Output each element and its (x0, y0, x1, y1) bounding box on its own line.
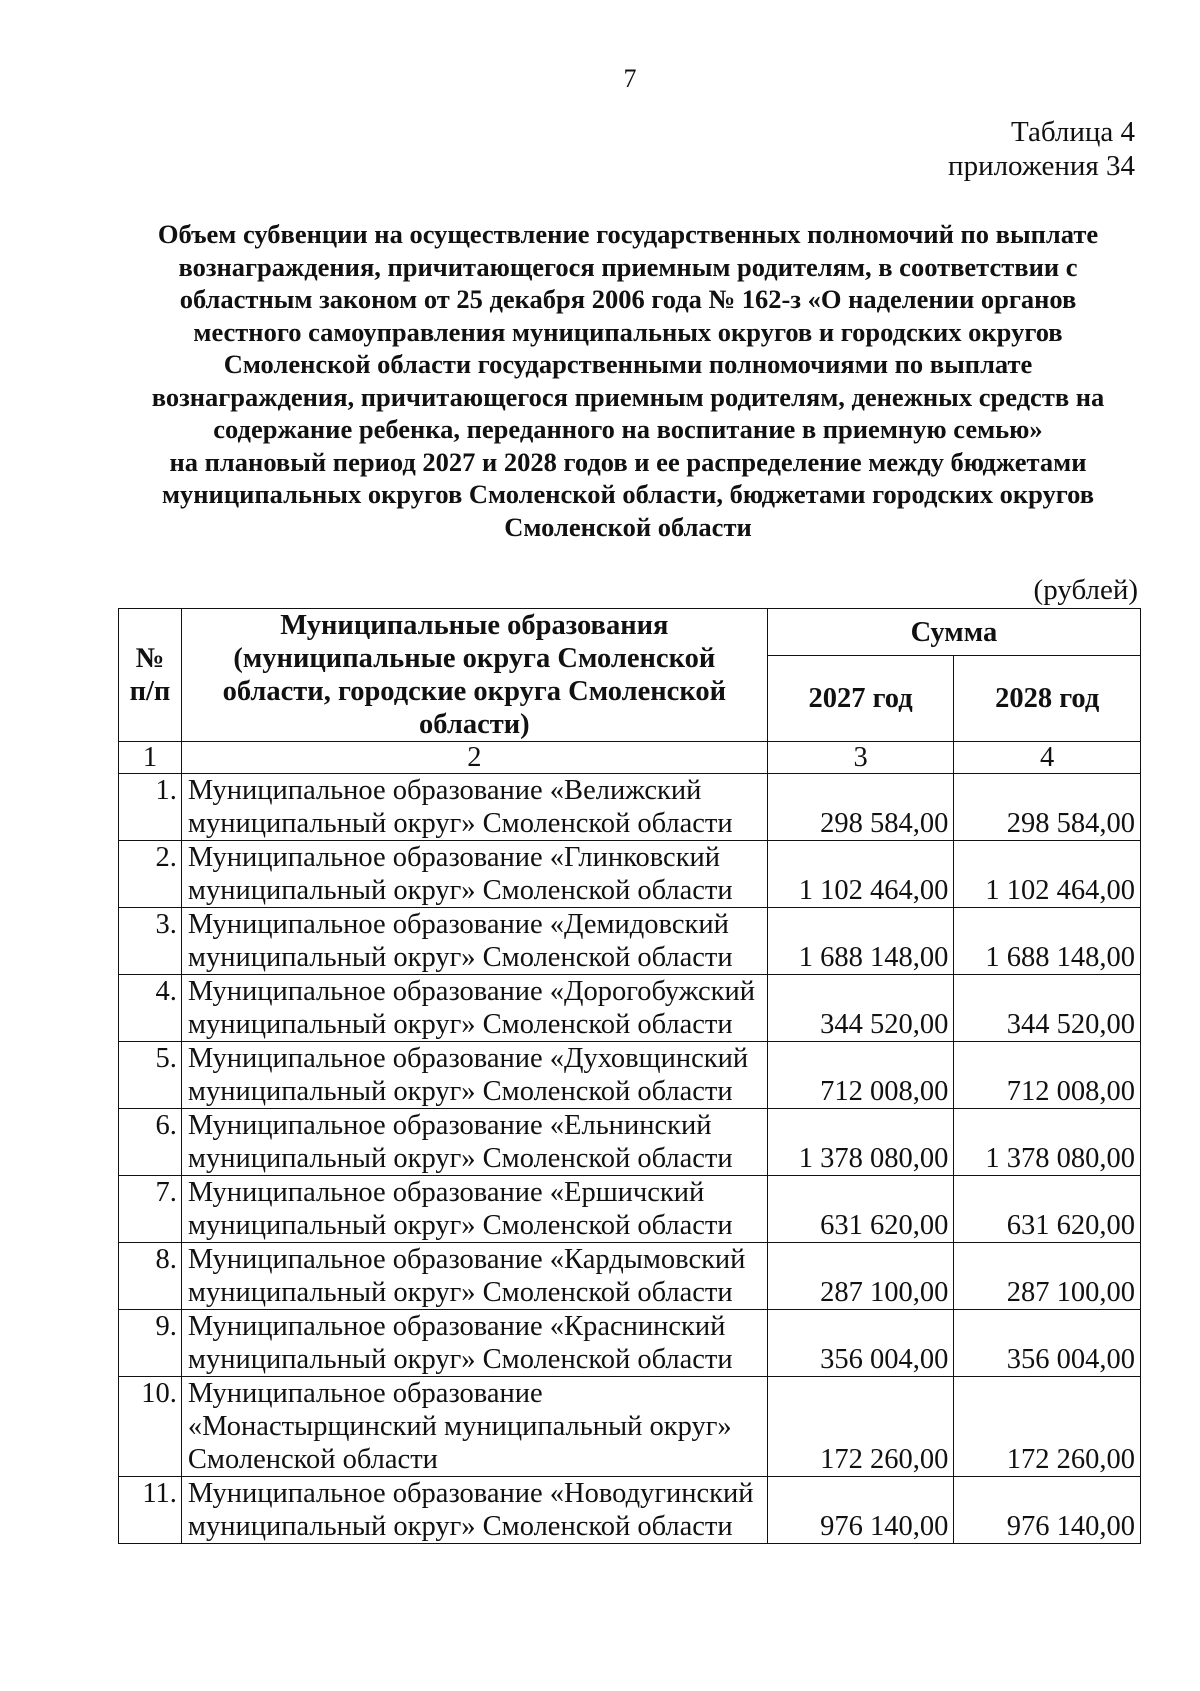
title-line: вознаграждения, причитающегося приемным родителям, в соответствии с (178, 251, 1078, 282)
name-line: муниципальный округ» Смоленской области (187, 808, 733, 839)
name-line: муниципальный округ» Смоленской области (187, 1009, 733, 1040)
name-line: «Монастырщинский муниципальный округ» (187, 1411, 732, 1442)
name-line: муниципальный округ» Смоленской области (187, 1277, 733, 1308)
row-amount-2027: 976 140,00 (767, 1477, 954, 1544)
row-municipality (181, 1310, 767, 1377)
row-amount-2028: 172 260,00 (954, 1377, 1141, 1477)
name-line: муниципальный округ» Смоленской области (187, 875, 733, 906)
row-amount-2028: 712 008,00 (954, 1042, 1141, 1109)
table-row (119, 1042, 1141, 1109)
document-title (118, 218, 1138, 543)
table-row (119, 1109, 1141, 1176)
row-number: 7. (119, 1176, 182, 1243)
subvention-table (118, 608, 1141, 1544)
name-line: Муниципальное образование «Ершичский (187, 1177, 705, 1208)
row-amount-2027: 287 100,00 (767, 1243, 954, 1310)
row-municipality (181, 1243, 767, 1310)
name-line: Муниципальное образование «Глинковский (187, 842, 721, 873)
table-label-line: приложения 34 (948, 150, 1135, 182)
row-amount-2028: 1 688 148,00 (954, 908, 1141, 975)
name-line: Муниципальное образование «Новодугинский (187, 1478, 754, 1509)
table-row (119, 908, 1141, 975)
header-num-line: № (135, 643, 165, 674)
name-line: Муниципальное образование «Ельнинский (187, 1110, 712, 1141)
title-line: областным законом от 25 декабря 2006 года № 162-з «О наделении органов (179, 284, 1077, 314)
column-index: 2 (181, 742, 767, 774)
row-number: 8. (119, 1243, 182, 1310)
name-line: муниципальный округ» Смоленской области (187, 1511, 733, 1542)
row-amount-2027: 1 102 464,00 (767, 841, 954, 908)
row-number: 1. (119, 774, 182, 841)
row-number: 10. (119, 1377, 182, 1477)
table-row (119, 774, 1141, 841)
name-line: Муниципальное образование «Демидовский (187, 909, 729, 940)
title-line: Смоленской области (504, 511, 752, 542)
header-num (119, 609, 182, 742)
header-municipality-line: области, городские округа Смоленской (222, 676, 727, 707)
name-line: Муниципальное образование «Краснинский (187, 1311, 726, 1342)
title-line: содержание ребенка, переданного на воспитание в приемную семью» (213, 414, 1043, 444)
column-index: 3 (767, 742, 954, 774)
header-num-line: п/п (129, 676, 171, 707)
row-number: 6. (119, 1109, 182, 1176)
title-line: Объем субвенции на осуществление государственных полномочий по выплате (157, 219, 1099, 249)
row-municipality (181, 908, 767, 975)
row-municipality (181, 1042, 767, 1109)
table-row (119, 1176, 1141, 1243)
row-municipality (181, 1477, 767, 1544)
table-label (948, 115, 1135, 183)
row-amount-2027: 712 008,00 (767, 1042, 954, 1109)
header-municipality (181, 609, 767, 742)
row-amount-2028: 1 378 080,00 (954, 1109, 1141, 1176)
row-amount-2027: 356 004,00 (767, 1310, 954, 1377)
header-sum: Сумма (767, 609, 1140, 656)
name-line: Муниципальное образование «Духовщинский (187, 1043, 749, 1074)
row-amount-2028: 344 520,00 (954, 975, 1141, 1042)
row-amount-2027: 1 378 080,00 (767, 1109, 954, 1176)
name-line: Муниципальное образование «Велижский (187, 775, 702, 806)
table-row (119, 975, 1141, 1042)
name-line: муниципальный округ» Смоленской области (187, 1143, 733, 1174)
row-number: 2. (119, 841, 182, 908)
row-municipality (181, 975, 767, 1042)
table-row (119, 841, 1141, 908)
column-index-row (119, 742, 1141, 774)
header-municipality-line: Муниципальные образования (280, 610, 669, 641)
row-amount-2027: 172 260,00 (767, 1377, 954, 1477)
title-line: местного самоуправления муниципальных округов и городских округов (193, 316, 1063, 347)
row-number: 3. (119, 908, 182, 975)
row-amount-2027: 344 520,00 (767, 975, 954, 1042)
row-amount-2028: 631 620,00 (954, 1176, 1141, 1243)
name-line: муниципальный округ» Смоленской области (187, 1210, 733, 1241)
row-municipality (181, 1377, 767, 1477)
row-number: 5. (119, 1042, 182, 1109)
row-amount-2027: 1 688 148,00 (767, 908, 954, 975)
row-municipality (181, 841, 767, 908)
name-line: муниципальный округ» Смоленской области (187, 1344, 733, 1375)
title-line: муниципальных округов Смоленской области, бюджетами городских округов (161, 479, 1095, 509)
name-line: муниципальный округ» Смоленской области (187, 1076, 733, 1107)
units-label: (рублей) (1033, 574, 1138, 606)
table-row (119, 1477, 1141, 1544)
title-line: на плановый период 2027 и 2028 годов и ее распределение между бюджетами (169, 446, 1087, 477)
column-index: 1 (119, 742, 182, 774)
name-line: Смоленской области (187, 1444, 438, 1475)
row-amount-2028: 976 140,00 (954, 1477, 1141, 1544)
header-year-2028: 2028 год (954, 656, 1141, 742)
page-number: 7 (623, 64, 637, 93)
row-amount-2028: 356 004,00 (954, 1310, 1141, 1377)
table-label-line: Таблица 4 (1010, 116, 1135, 148)
title-line: вознаграждения, причитающегося приемным родителям, денежных средств на (151, 381, 1105, 412)
name-line: Муниципальное образование (187, 1378, 543, 1409)
row-municipality (181, 1109, 767, 1176)
row-municipality (181, 1176, 767, 1243)
row-number: 9. (119, 1310, 182, 1377)
row-number: 11. (119, 1477, 182, 1544)
header-municipality-line: (муниципальные округа Смоленской (233, 643, 716, 674)
row-amount-2028: 287 100,00 (954, 1243, 1141, 1310)
header-year-2027: 2027 год (767, 656, 954, 742)
table-row (119, 1243, 1141, 1310)
row-amount-2027: 631 620,00 (767, 1176, 954, 1243)
table-row (119, 1310, 1141, 1377)
row-number: 4. (119, 975, 182, 1042)
row-amount-2028: 298 584,00 (954, 774, 1141, 841)
table-row (119, 1377, 1141, 1477)
row-amount-2027: 298 584,00 (767, 774, 954, 841)
row-amount-2028: 1 102 464,00 (954, 841, 1141, 908)
name-line: Муниципальное образование «Кардымовский (187, 1244, 746, 1275)
title-line: Смоленской области государственными полномочиями по выплате (223, 349, 1033, 379)
name-line: Муниципальное образование «Дорогобужский (187, 976, 755, 1007)
header-municipality-line: области) (419, 709, 530, 740)
name-line: муниципальный округ» Смоленской области (187, 942, 733, 973)
column-index: 4 (954, 742, 1141, 774)
row-municipality (181, 774, 767, 841)
